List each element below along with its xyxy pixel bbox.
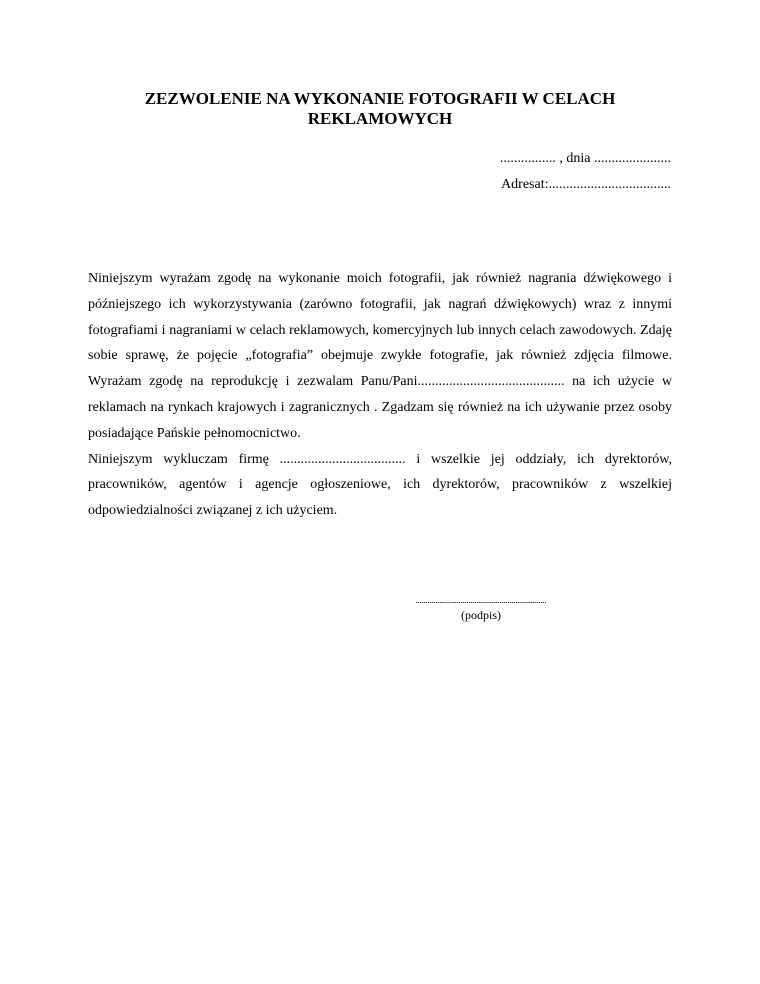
consent-body [88,266,672,524]
addressee-line: Adresat:................................... [501,177,671,192]
signature-line: ................................................................... [415,595,547,605]
place-date-line: ................ , dnia ...................... [499,151,671,166]
release-paragraph: Niniejszym wykluczam firmę .................................... i wszelkie jej oddziały, ich dyrektorów, pracowników, agentów i agencje ogłoszeniowe, ich dyrektorów, pracowników z wszelkiej odpowiedzialności związanej z ich użyciem. [88,451,672,519]
consent-paragraph: Niniejszym wyrażam zgodę na wykonanie moich fotografii, jak również nagrania dźwiękowego i późniejszego ich wykorzystywania (zarówno fotografii, jak nagrań dźwiękowych) wraz z innymi fotografiami i nagraniami w celach reklamowych, komercyjnych lub innych celach zawodowych. Zdaję sobie sprawę, że pojęcie „fotografia” obejmuje zwykłe fotografie, jak również zdjęcia filmowe. Wyrażam zgodę na reprodukcję i zezwalam Panu/Pani.......................................... na ich użycie w reklamach na rynkach krajowych i zagranicznych . Zgadzam się również na ich używanie przez osoby posiadające Pańskie pełnomocnictwo. [88,271,672,441]
signature-block [399,595,563,623]
document-title: ZEZWOLENIE NA WYKONANIE FOTOGRAFII W CELACH REKLAMOWYCH [144,89,616,128]
signature-label: (podpis) [461,608,501,622]
